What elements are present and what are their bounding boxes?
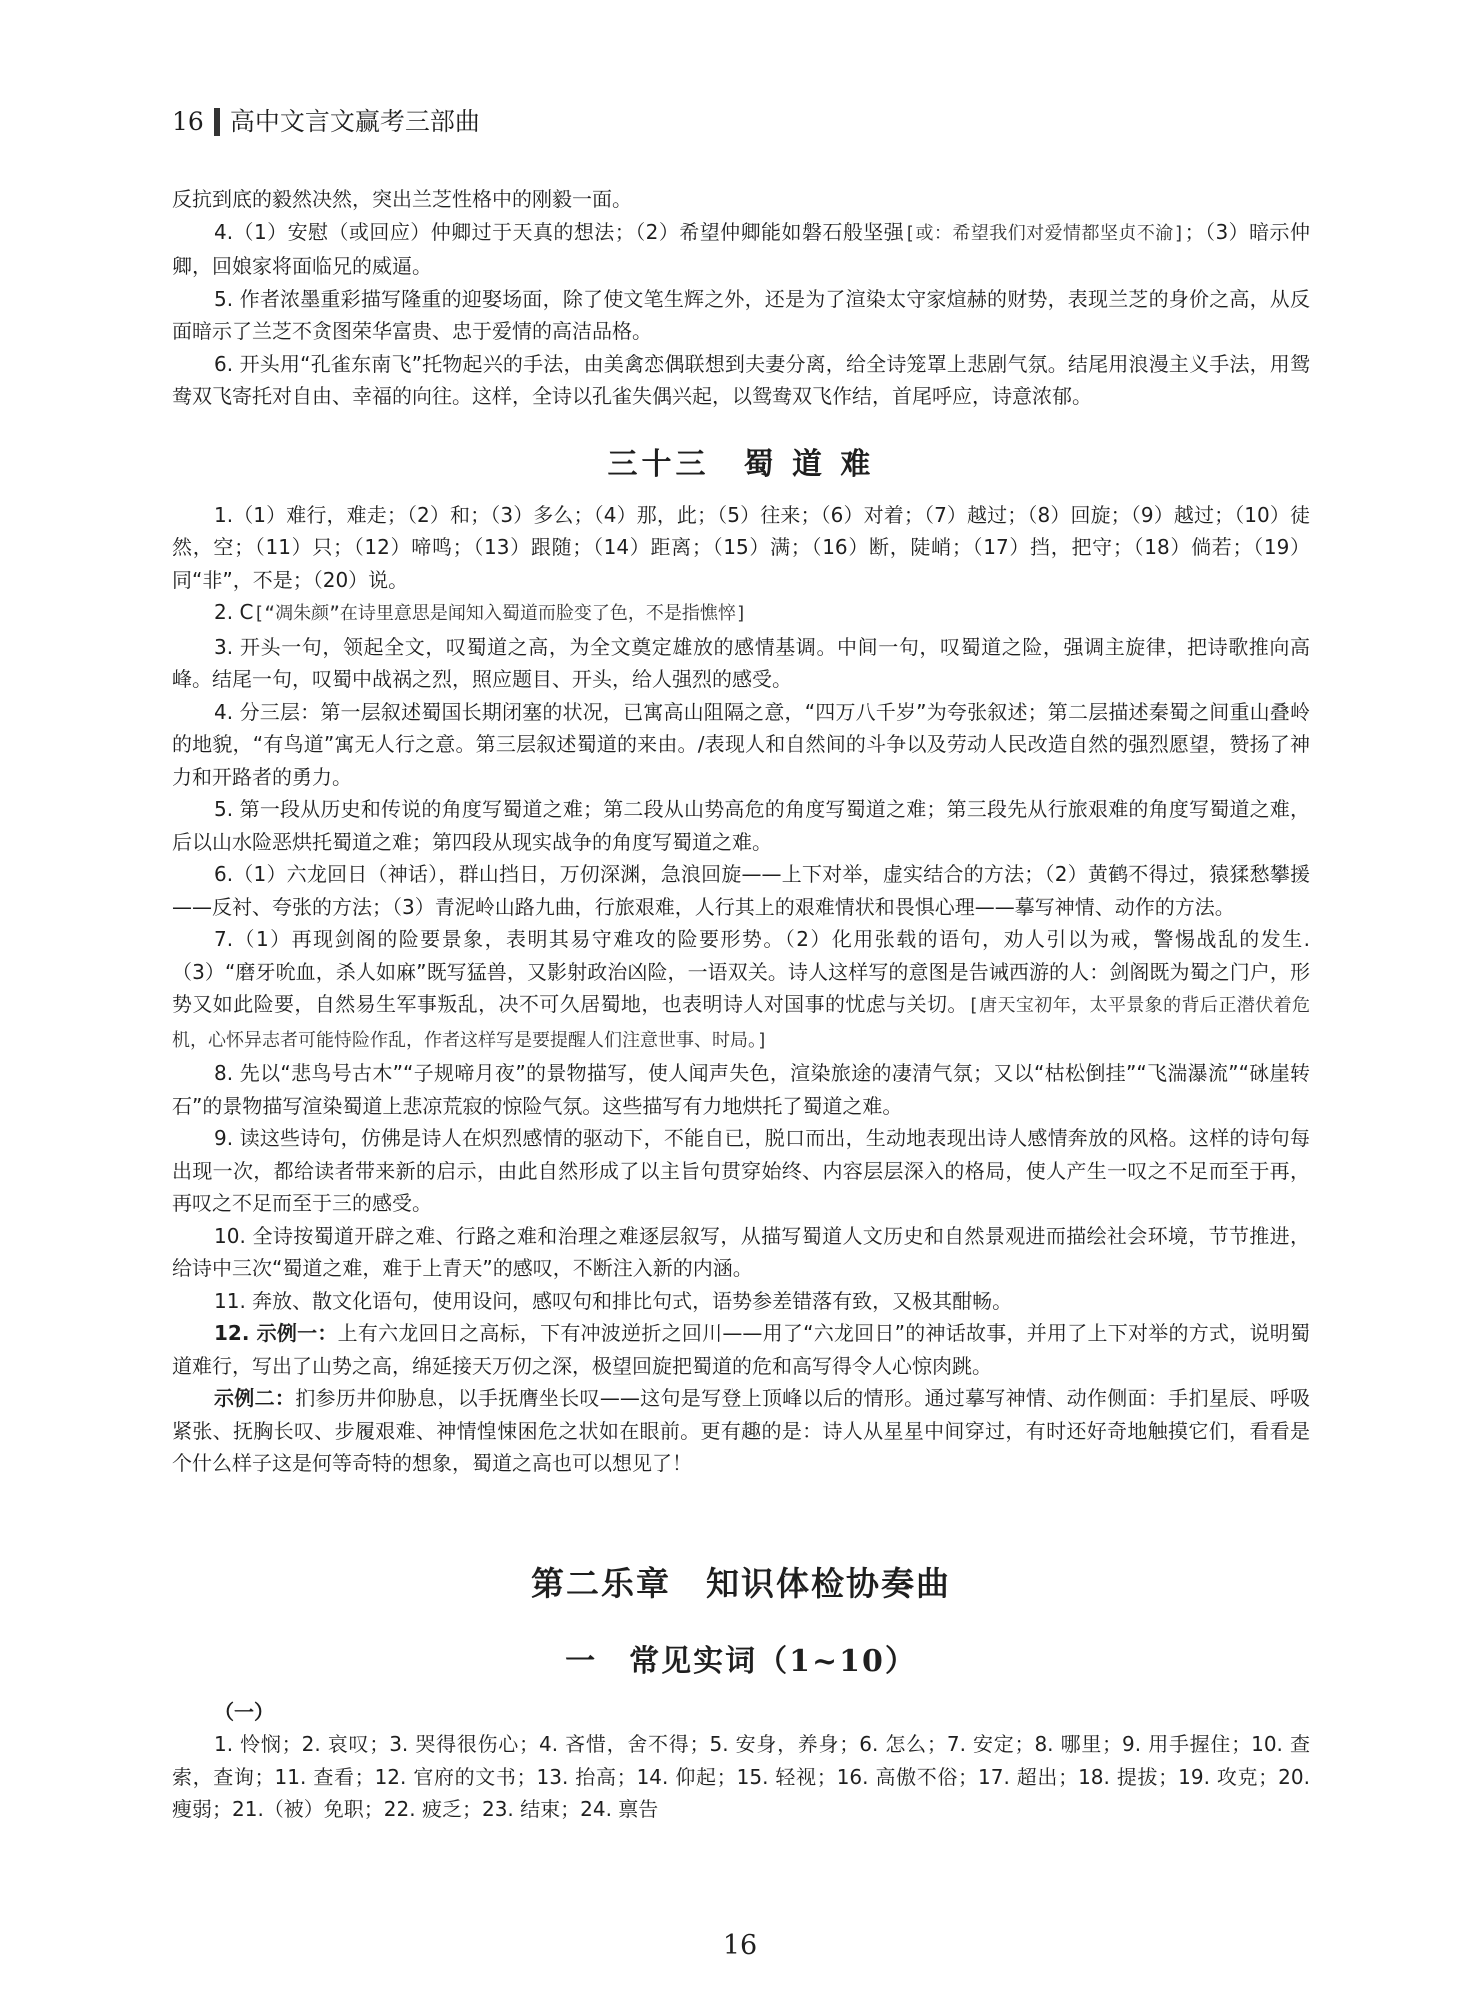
answer-4: 4. 分三层：第一层叙述蜀国长期闭塞的状况，已寓高山阻隔之意，“四万八千岁”为夸张叙述；第二层描述秦蜀之间重山叠岭的地貌，“有鸟道”寓无人行之意。第三层叙述蜀道的来由。/表现人和自然间的斗争以及劳动人民改造自然的强烈愿望，赞扬了神力和开路者的勇力。 [172, 699, 1310, 789]
answer-11: 11. 奔放、散文化语句，使用设问，感叹句和排比句式，语势参差错落有致，又极其酣畅。 [214, 1288, 1013, 1313]
vocabulary-answers: 1. 怜悯；2. 哀叹；3. 哭得很伤心；4. 吝惜，舍不得；5. 安身，养身；6. 怎么；7. 安定；8. 哪里；9. 用手握住；10. 查索，查询；11. 查看；12. 官府的文书；13. 抬高；14. 仰起；15. 轻视；16. 高傲不俗；17. 超出；18. 提拔；19. 攻克；20. 瘦弱；21.（被）免职；22. 疲乏；23. 结束；24. 禀告 [172, 1732, 1310, 1821]
example-2-label: 示例二： [214, 1386, 296, 1410]
answer-12-text: 上有六龙回日之高标，下有冲波逆折之回川——用了“六龙回日”的神话故事，并用了上下对举的方式，说明蜀道难行，写出了山势之高，绵延接天万仞之深，极望回旋把蜀道的危和高写得令人心惊肉跳。 [172, 1321, 1310, 1378]
answer-2 [172, 596, 1310, 631]
answer-10: 10. 全诗按蜀道开辟之难、行路之难和治理之难逐层叙写，从描写蜀道人文历史和自然景观进而描绘社会环境，节节推进，给诗中三次“蜀道之难，难于上青天”的感叹，不断注入新的内涵。 [172, 1223, 1310, 1280]
chapter-title: 第二乐章 知识体检协奏曲 [531, 1563, 951, 1603]
prev-answer-4-text: 4.（1）安慰（或回应）仲卿过于天真的想法；（2）希望仲卿能如磐石般坚强 [214, 219, 905, 244]
answer-8: 8. 先以“悲鸟号古木”“子规啼月夜”的景物描写，使人闻声失色，渲染旅途的凄清气氛；又以“枯松倒挂”“飞湍瀑流”“砯崖转石”的景物描写渲染蜀道上悲凉荒寂的惊险气氛。这些描写有力地烘托了蜀道之难。 [172, 1061, 1310, 1118]
answer-12 [172, 1317, 1310, 1382]
header-book-title: 高中文言文赢考三部曲 [229, 107, 480, 136]
prev-paragraph-continuation: 反抗到底的毅然决然，突出兰芝性格中的刚毅一面。 [172, 187, 632, 211]
running-header [172, 104, 480, 140]
answer-6: 6.（1）六龙回日（神话），群山挡日，万仞深渊，急浪回旋——上下对举，虚实结合的方法；（2）黄鹤不得过，猿猱愁攀援——反衬、夸张的方法；（3）青泥岭山路九曲，行旅艰难，人行其上的艰难情状和畏惧心理——摹写神情、动作的方法。 [172, 862, 1310, 919]
answer-9: 9. 读这些诗句，仿佛是诗人在炽烈感情的驱动下，不能自已，脱口而出，生动地表现出诗人感情奔放的风格。这样的诗句每出现一次，都给读者带来新的启示，由此自然形成了以主旨句贯穿始终、内容层层深入的格局，使人产生一叹之不足而至于再，再叹之不足而至于三的感受。 [172, 1126, 1310, 1215]
prev-answer-5: 5. 作者浓墨重彩描写隆重的迎娶场面，除了使文笔生辉之外，还是为了渲染太守家煊赫的财势，表现兰芝的身价之高，从反面暗示了兰芝不贪图荣华富贵、忠于爱情的高洁品格。 [172, 286, 1310, 343]
answer-5: 5. 第一段从历史和传说的角度写蜀道之难；第二段从山势高危的角度写蜀道之难；第三段先从行旅艰难的角度写蜀道之难，后以山水险恶烘托蜀道之难；第四段从现实战争的角度写蜀道之难。 [172, 797, 1310, 854]
chapter-subtitle: 一 常见实词（1~10） [565, 1643, 917, 1679]
header-divider-bar [214, 108, 220, 136]
page-content [172, 183, 1310, 1826]
group-label: （一） [214, 1699, 274, 1724]
prev-answer-4 [172, 216, 1310, 283]
answer-12-label: 12. 示例一： [214, 1321, 338, 1345]
answer-1: 1.（1）难行，难走；（2）和；（3）多么；（4）那，此；（5）往来；（6）对着；（7）越过；（8）回旋；（9）越过；（10）徒然，空；（11）只；（12）啼鸣；（13）跟随；（14）距离；（15）满；（16）断，陡峭；（17）挡，把守；（18）倘若；（19）同“非”，不是；（20）说。 [172, 502, 1310, 592]
answer-2-text: 2. C [214, 600, 254, 624]
answer-3: 3. 开头一句，领起全文，叹蜀道之高，为全文奠定雄放的感情基调。中间一句，叹蜀道之险，强调主旋律，把诗歌推向高峰。结尾一句，叹蜀中战祸之烈，照应题目、开头，给人强烈的感受。 [172, 634, 1310, 691]
prev-answer-4-tail: ；（3）暗示仲卿，回娘家将面临兄的威逼。 [172, 219, 1310, 278]
prev-answer-6: 6. 开头用“孔雀东南飞”托物起兴的手法，由美禽恋偶联想到夫妻分离，给全诗笼罩上悲剧气氛。结尾用浪漫主义手法，用鸳鸯双飞寄托对自由、幸福的向往。这样，全诗以孔雀失偶兴起，以鸳鸯双飞作结，首尾呼应，诗意浓郁。 [172, 351, 1310, 408]
example-2 [172, 1382, 1310, 1480]
answer-7-text: 7.（1）再现剑阁的险要景象，表明其易守难攻的险要形势。（2）化用张载的语句，劝人引以为戒，警惕战乱的发生.（3）“磨牙吮血，杀人如麻”既写猛兽，又影射政治凶险，一语双关。诗人这样写的意图是告诫西游的人：剑阁既为蜀之门户，形势又如此险要，自然易生军事叛乱，决不可久居蜀地，也表明诗人对国事的忧虑与关切。 [172, 927, 1310, 1016]
header-page-number: 16 [172, 107, 204, 136]
footer-page-number: 16 [722, 1930, 758, 1961]
answer-7 [172, 923, 1310, 1057]
answer-7-note: [唐天宝初年，太平景象的背后正潜伏着危机，心怀异志者可能恃险作乱，作者这样写是要提醒人们注意世事、时局。] [172, 995, 1310, 1051]
prev-answer-4-note: [或：希望我们对爱情都坚贞不渝] [904, 222, 1185, 244]
answer-2-note: [“凋朱颜”在诗里意思是闻知入蜀道而脸变了色，不是指憔悴] [253, 603, 747, 624]
section-title: 三十三 蜀 道 难 [607, 446, 875, 482]
example-2-text: 扪参历井仰胁息，以手抚膺坐长叹——这句是写登上顶峰以后的情形。通过摹写神情、动作侧面：手扪星辰、呼吸紧张、抚胸长叹、步履艰难、神情惶悚困危之状如在眼前。更有趣的是：诗人从星星中间穿过，有时还好奇地触摸它们，看看是个什么样子这是何等奇特的想象，蜀道之高也可以想见了！ [172, 1386, 1311, 1475]
